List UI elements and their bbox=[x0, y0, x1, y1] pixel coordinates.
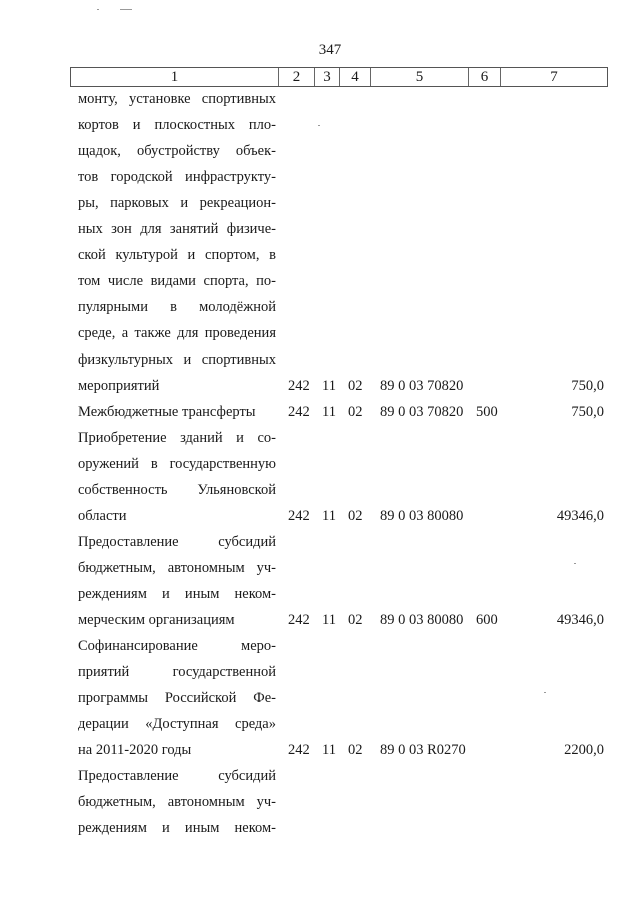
row-description: ской культурой и спортом, в bbox=[78, 247, 276, 264]
row-description: пулярными в молодёжной bbox=[78, 299, 276, 316]
row-description: среде, а также для проведения bbox=[78, 325, 276, 342]
table-row bbox=[0, 820, 640, 846]
row-c4: 02 bbox=[348, 403, 363, 420]
row-c3: 11 bbox=[322, 377, 336, 394]
row-description: тов городской инфраструкту- bbox=[78, 169, 276, 186]
table-row bbox=[0, 508, 640, 534]
table-row bbox=[0, 612, 640, 638]
table-row bbox=[0, 456, 640, 482]
row-c3: 11 bbox=[322, 507, 336, 524]
row-description: физкультурных и спортивных bbox=[78, 351, 276, 368]
row-c6: 600 bbox=[476, 612, 498, 628]
row-description: Софинансирование меро- bbox=[78, 638, 276, 655]
row-description: монту, установке спортивных bbox=[78, 91, 276, 107]
table-row bbox=[0, 638, 640, 664]
row-description: бюджетным, автономным уч- bbox=[78, 559, 276, 576]
table-row bbox=[0, 664, 640, 690]
row-c2: 242 bbox=[288, 377, 310, 394]
table-row bbox=[0, 169, 640, 195]
table-row bbox=[0, 195, 640, 221]
row-c2: 242 bbox=[288, 403, 310, 420]
row-description: на 2011-2020 годы bbox=[78, 742, 192, 759]
row-description: области bbox=[78, 507, 127, 524]
row-description: том числе видами спорта, по- bbox=[78, 273, 276, 290]
row-c4: 02 bbox=[348, 377, 363, 394]
row-c4: 02 bbox=[348, 612, 363, 628]
row-description: оружений в государственную bbox=[78, 455, 276, 472]
row-c3: 11 bbox=[322, 403, 336, 420]
table-row bbox=[0, 794, 640, 820]
table-row bbox=[0, 299, 640, 325]
row-c7: 750,0 bbox=[571, 403, 604, 420]
table-row bbox=[0, 534, 640, 560]
row-c7: 49346,0 bbox=[556, 507, 604, 524]
row-c2: 242 bbox=[288, 507, 310, 524]
header-col-1: 1 bbox=[71, 68, 279, 86]
row-description: Предоставление субсидий bbox=[78, 768, 276, 785]
table-row bbox=[0, 482, 640, 508]
row-description: щадок, обустройству объек- bbox=[78, 143, 276, 160]
table-row bbox=[0, 273, 640, 299]
row-description: приятий государственной bbox=[78, 664, 276, 681]
row-description: Предоставление субсидий bbox=[78, 533, 276, 550]
row-description: реждениям и иным неком- bbox=[78, 820, 276, 837]
header-col-6: 6 bbox=[469, 68, 501, 86]
table-row bbox=[0, 586, 640, 612]
row-c5: 89 0 03 R0270 bbox=[380, 742, 466, 759]
table-row bbox=[0, 91, 640, 117]
row-description: программы Российской Фе- bbox=[78, 690, 276, 707]
row-c5: 89 0 03 70820 bbox=[380, 403, 464, 420]
row-c7: 750,0 bbox=[571, 377, 604, 394]
table-row bbox=[0, 378, 640, 404]
row-description: кортов и плоскостных пло- bbox=[78, 117, 276, 134]
row-c2: 242 bbox=[288, 742, 310, 759]
row-description: собственность Ульяновской bbox=[78, 481, 276, 498]
row-c5: 89 0 03 80080 bbox=[380, 612, 464, 628]
row-description: бюджетным, автономным уч- bbox=[78, 794, 276, 811]
header-col-3: 3 bbox=[315, 68, 340, 86]
table-row bbox=[0, 768, 640, 794]
row-description: ных зон для занятий физиче- bbox=[78, 221, 276, 238]
row-c5: 89 0 03 80080 bbox=[380, 507, 464, 524]
row-c2: 242 bbox=[288, 612, 310, 628]
row-description: Межбюджетные трансферты bbox=[78, 403, 256, 420]
table-row bbox=[0, 221, 640, 247]
table-header bbox=[70, 67, 608, 87]
row-c3: 11 bbox=[322, 742, 336, 759]
table-row bbox=[0, 690, 640, 716]
row-description: мероприятий bbox=[78, 377, 160, 394]
table-row bbox=[0, 560, 640, 586]
row-description: мерческим организациям bbox=[78, 612, 235, 628]
header-col-4: 4 bbox=[340, 68, 371, 86]
row-description: реждениям и иным неком- bbox=[78, 585, 276, 602]
table-row bbox=[0, 117, 640, 143]
table-row bbox=[0, 325, 640, 351]
table-row bbox=[0, 143, 640, 169]
table-row bbox=[0, 352, 640, 378]
row-c5: 89 0 03 70820 bbox=[380, 377, 464, 394]
row-description: ры, парковых и рекреацион- bbox=[78, 195, 276, 212]
row-c6: 500 bbox=[476, 403, 498, 420]
header-col-7: 7 bbox=[550, 69, 558, 85]
table-row bbox=[0, 404, 640, 430]
row-c7: 2200,0 bbox=[564, 742, 604, 759]
table-row bbox=[0, 430, 640, 456]
header-col-5: 5 bbox=[371, 68, 469, 86]
page-number: 347 bbox=[318, 42, 342, 58]
row-c3: 11 bbox=[322, 612, 336, 628]
row-description: Приобретение зданий и со- bbox=[78, 429, 276, 446]
table-row bbox=[0, 742, 640, 768]
table-row bbox=[0, 716, 640, 742]
row-c4: 02 bbox=[348, 742, 363, 759]
row-description: дерации «Доступная среда» bbox=[78, 716, 276, 733]
row-c4: 02 bbox=[348, 507, 363, 524]
table-row bbox=[0, 247, 640, 273]
header-col-2: 2 bbox=[279, 68, 315, 86]
row-c7: 49346,0 bbox=[556, 612, 604, 628]
